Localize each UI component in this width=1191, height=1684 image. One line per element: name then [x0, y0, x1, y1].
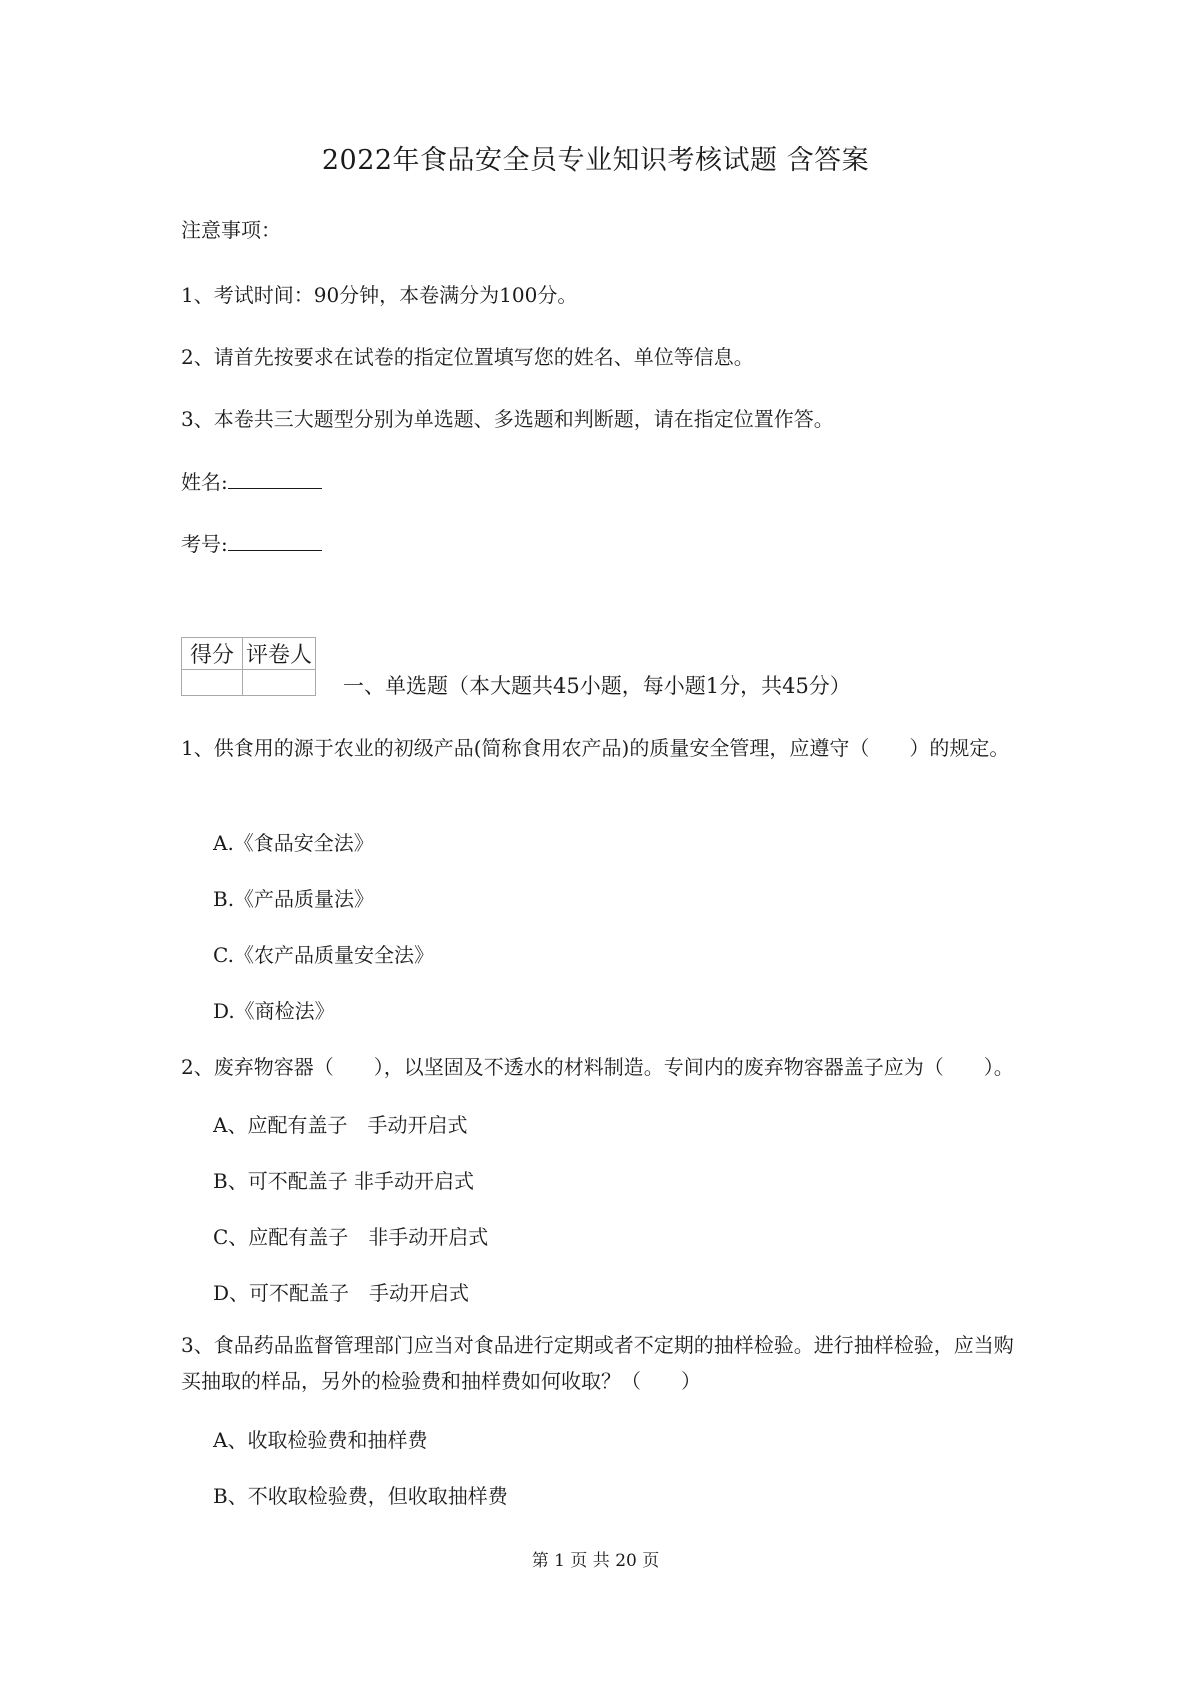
- question-option: C、应配有盖子 非手动开启式: [213, 1225, 489, 1249]
- question-option: D、可不配盖子 手动开启式: [213, 1281, 470, 1305]
- name-field[interactable]: [181, 466, 322, 495]
- page-footer: 第 1 页 共 20 页: [531, 1551, 660, 1571]
- notice-item: 3、本卷共三大题型分别为单选题、多选题和判断题，请在指定位置作答。: [181, 407, 834, 431]
- score-cell[interactable]: [182, 670, 243, 696]
- name-label: 姓名:: [181, 470, 228, 494]
- notice-heading: 注意事项：: [181, 218, 281, 242]
- question-stem: 1、供食用的源于农业的初级产品(简称食用农产品)的质量安全管理，应遵守（ ）的规定。: [181, 736, 1010, 760]
- question-option: A、应配有盖子 手动开启式: [213, 1113, 468, 1137]
- document-title: 2022年食品安全员专业知识考核试题 含答案: [321, 145, 870, 176]
- question-option: D.《商检法》: [213, 999, 335, 1023]
- question-option: B、可不配盖子 非手动开启式: [213, 1169, 475, 1193]
- name-blank[interactable]: [228, 468, 322, 489]
- id-blank[interactable]: [228, 530, 322, 551]
- notice-item: 1、考试时间：90分钟，本卷满分为100分。: [181, 283, 578, 307]
- question-option: C.《农产品质量安全法》: [213, 943, 434, 967]
- id-field[interactable]: [181, 528, 322, 557]
- id-label: 考号:: [181, 532, 228, 556]
- grader-cell[interactable]: [243, 670, 316, 696]
- question-option: B、不收取检验费，但收取抽样费: [213, 1484, 508, 1508]
- notice-item: 2、请首先按要求在试卷的指定位置填写您的姓名、单位等信息。: [181, 345, 754, 369]
- grader-header: 评卷人: [243, 638, 316, 670]
- question-option: A.《食品安全法》: [213, 831, 374, 855]
- question-option: A、收取检验费和抽样费: [213, 1428, 428, 1452]
- section-heading: 一、单选题（本大题共45小题，每小题1分，共45分）: [343, 674, 851, 698]
- question-option: B.《产品质量法》: [213, 887, 375, 911]
- score-table: [181, 637, 316, 696]
- question-stem: 3、食品药品监督管理部门应当对食品进行定期或者不定期的抽样检验。进行抽样检验，应当购买抽取的样品，另外的检验费和抽样费如何收取？（ ）: [181, 1333, 1014, 1393]
- question-stem: 2、废弃物容器（ ），以坚固及不透水的材料制造。专间内的废弃物容器盖子应为（ ）。: [181, 1055, 1014, 1079]
- score-header: 得分: [182, 638, 243, 670]
